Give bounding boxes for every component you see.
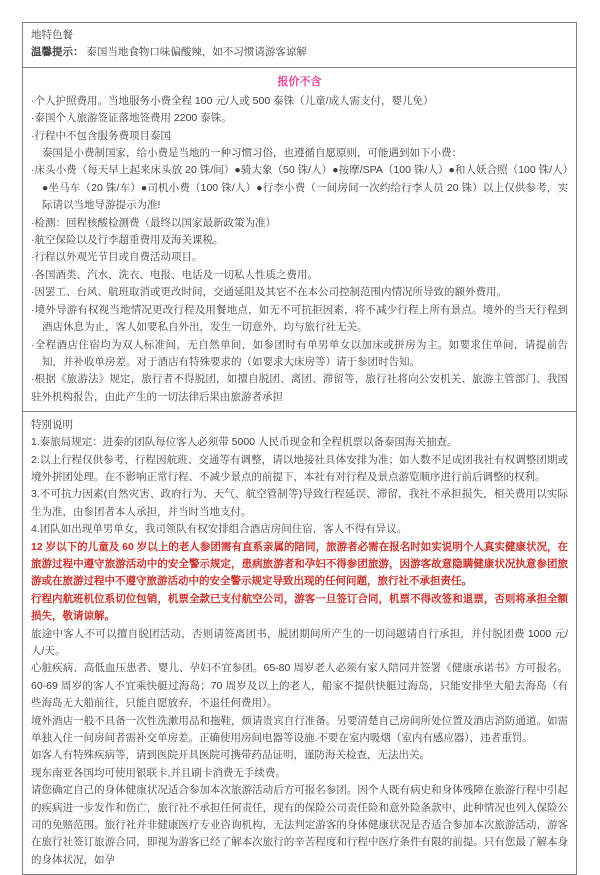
price-excludes-list <box>31 93 568 406</box>
special-notes-paragraph: 4.团队如出现单男单女，我司领队有权安排组合酒店房间住宿，客人不得有异议。 <box>31 523 408 536</box>
warm-tip-line <box>31 44 568 61</box>
special-notes-paragraph: 现东南亚各国均可使用银联卡,并且刷卡消费无手续费。 <box>31 766 286 779</box>
notes-table <box>22 22 577 875</box>
special-notes-paragraph: 旅途中客人不可以擅自脱团活动，否则请签离团书，脱团期间所产生的一切问题请自行承担，并付脱团费 1000 元/人/天。 <box>31 627 568 657</box>
warm-tip-text: 泰国当地食物口味偏酸辣，如不习惯请游客谅解 <box>83 46 307 59</box>
price-excludes-item: ·根据《旅游法》规定，旅行者不得脱团，如擅自脱团、离团、滞留等，旅行社将向公安机关、旅游主管部门、我国驻外机构报告，由此产生的一切法律后果由旅游者承担 <box>31 373 568 403</box>
special-notes-cell <box>23 411 576 874</box>
warm-tip-label: 温馨提示： <box>31 46 84 59</box>
price-excludes-item: ·全程酒店住宿均为双人标准间，无自然单间，如参团时有单男单女以加床或拼房为主。如要求住单间，请提前告知，并补收单房差。对于酒店有特殊要求的（如要求大床房等）请于参团时告知。 <box>31 338 568 368</box>
price-excludes-item: ·各国酒类、汽水、洗衣、电报、电话及一切私人性质之费用。 <box>31 268 318 281</box>
price-excludes-item: ·行程以外观光节目或自费活动项目。 <box>31 251 203 264</box>
special-notes-paragraph: 3.不可抗力因素(自然灾害、政府行为、天气、航空管制等)导致行程延误、滞留，我社不承担损失，相关费用以实际生为准，由参团者本人承担，并当时当地支付。 <box>31 488 568 518</box>
meal-note-line: 地特色餐 <box>31 29 73 41</box>
special-notes-paragraph: 12 岁以下的儿童及 60 岁以上的老人参团需有直系亲属的陪同，旅游者必需在报名时如实说明个人真实健康状况，在旅游过程中遵守旅游活动中的安全警示规定，患病旅游者和孕妇不得参团旅游，因游客故意隐瞒健康状况执意参团旅游或在旅游过程中不遵守旅游活动中的安全警示规定导致出现的任何问题，旅行社不承担责任。 <box>31 540 568 588</box>
price-excludes-item: ·境外导游有权视当地情况更改行程及用餐地点，如无不可抗拒因素，将不减少行程上所有景点。境外的当天行程到酒店休息为止，客人如要私自外出，发生一切意外，均与旅行社无关。 <box>31 303 568 334</box>
price-excludes-item: ·个人护照费用。当地服务小费全程 100 元/人或 500 泰铢（儿童/成人需支付，婴儿免） <box>31 94 434 107</box>
price-excludes-cell <box>23 67 576 411</box>
special-notes-title: 特别说明 <box>31 419 73 432</box>
special-notes-paragraph: 如客人有特殊疾病等，请到医院开具医院可携带药品证明，谨防海关检查，无法出关。 <box>31 749 430 762</box>
price-excludes-item: ·因罢工、台风、航班取消或更改时间，交通延阻及其它不在本公司控制范围内情况所导致的额外费用。 <box>31 286 507 299</box>
price-excludes-item: ·行程中不包含服务费项目泰国 <box>31 129 171 142</box>
special-notes-paragraph: 1.泰旅局规定：进泰的团队每位客人必须带 5000 人民币现金和全程机票以备泰国海关抽查。 <box>31 436 458 449</box>
special-notes-list <box>31 434 568 869</box>
special-notes-paragraph: 请您确定自己的身体健康状况适合参加本次旅游活动后方可报名参团。因个人既有病史和身体残障在旅游行程中引起的疾病进一步发作和伤亡，旅行社不承担任何责任，现有的保险公司责任险和意外险条款中，此种情况也列入保险公司的免赔范围。旅行社并非健康医疗专业咨询机构，无法判定游客的身体健康状况是否适合参加本次旅游活动，游客在旅行社签订旅游合同，即视为游客已经了解本次旅行的辛苦程度和行程中医疗条件有限的前提。只有您最了解本身的身体状况，如孕 <box>31 784 568 866</box>
price-excludes-title: 报价不含 <box>277 75 322 88</box>
special-notes-paragraph: 心脏疾病、高低血压患者、婴儿、孕妇不宜参团。65-80 周岁老人必须有家人陪同并签署《健康承诺书》方可报名。60-69 周岁的客人不宜乘快艇过海岛；70 周岁及以上的老人，船家不提供快艇过海岛，只能安排坐大船去海岛（有些海岛无大船前往，只能自愿放弃，不退任何费用）。 <box>31 662 568 710</box>
price-excludes-item: ·床头小费（每天早上起来床头放 20 铢/间）●骑大象（50 铢/人）●按摩/SPA（100 铢/人）●和人妖合照（100 铢/人）●坐马车（20 铢/车）●司机小费（100 铢/人）●行李小费（一间房间一次约给行李人员 20 铢）以上仅供参考，实际请以当地导游提示为准! <box>31 164 568 212</box>
price-excludes-item: ·检测：回程核酸检测费（最终以国家最新政策为准） <box>31 216 276 229</box>
meal-note-cell <box>23 23 576 67</box>
price-excludes-item: 泰国是小费制国家，给小费是当地的一种习惯习俗，也遵循自愿原则，可能遇到如下小费： <box>42 147 462 160</box>
special-notes-paragraph: 境外酒店一般不具备一次性洗漱用品和拖鞋，烦请贵宾自行准备。另要清楚自己房间所处位置及酒店消防通道。如需单独入住一间房间者需补交单房差。正确使用房间电器等设施.不要在室内吸烟（室内有感应器），违者重罚。 <box>31 714 568 745</box>
price-excludes-item: ·泰国个人旅游签证落地签费用 2200 泰铢。 <box>31 112 232 125</box>
special-notes-paragraph: 行程内航班机位系切位包销，机票全款已支付航空公司，游客一旦签订合同，机票不得改签和退票，否则将承担全额损失，敬请谅解。 <box>31 592 568 623</box>
price-excludes-item: ·航空保险以及行李超重费用及海关课税。 <box>31 234 224 247</box>
special-notes-paragraph: 2.以上行程仅供参考，行程因航班、交通等有调整，请以地接社具体安排为准；如人数不足成团我社有权调整团期或境外拼团处理。在不影响正常行程、不减少景点的前提下，本社有对行程及景点游览顺序进行前后调整的权利。 <box>31 453 568 483</box>
